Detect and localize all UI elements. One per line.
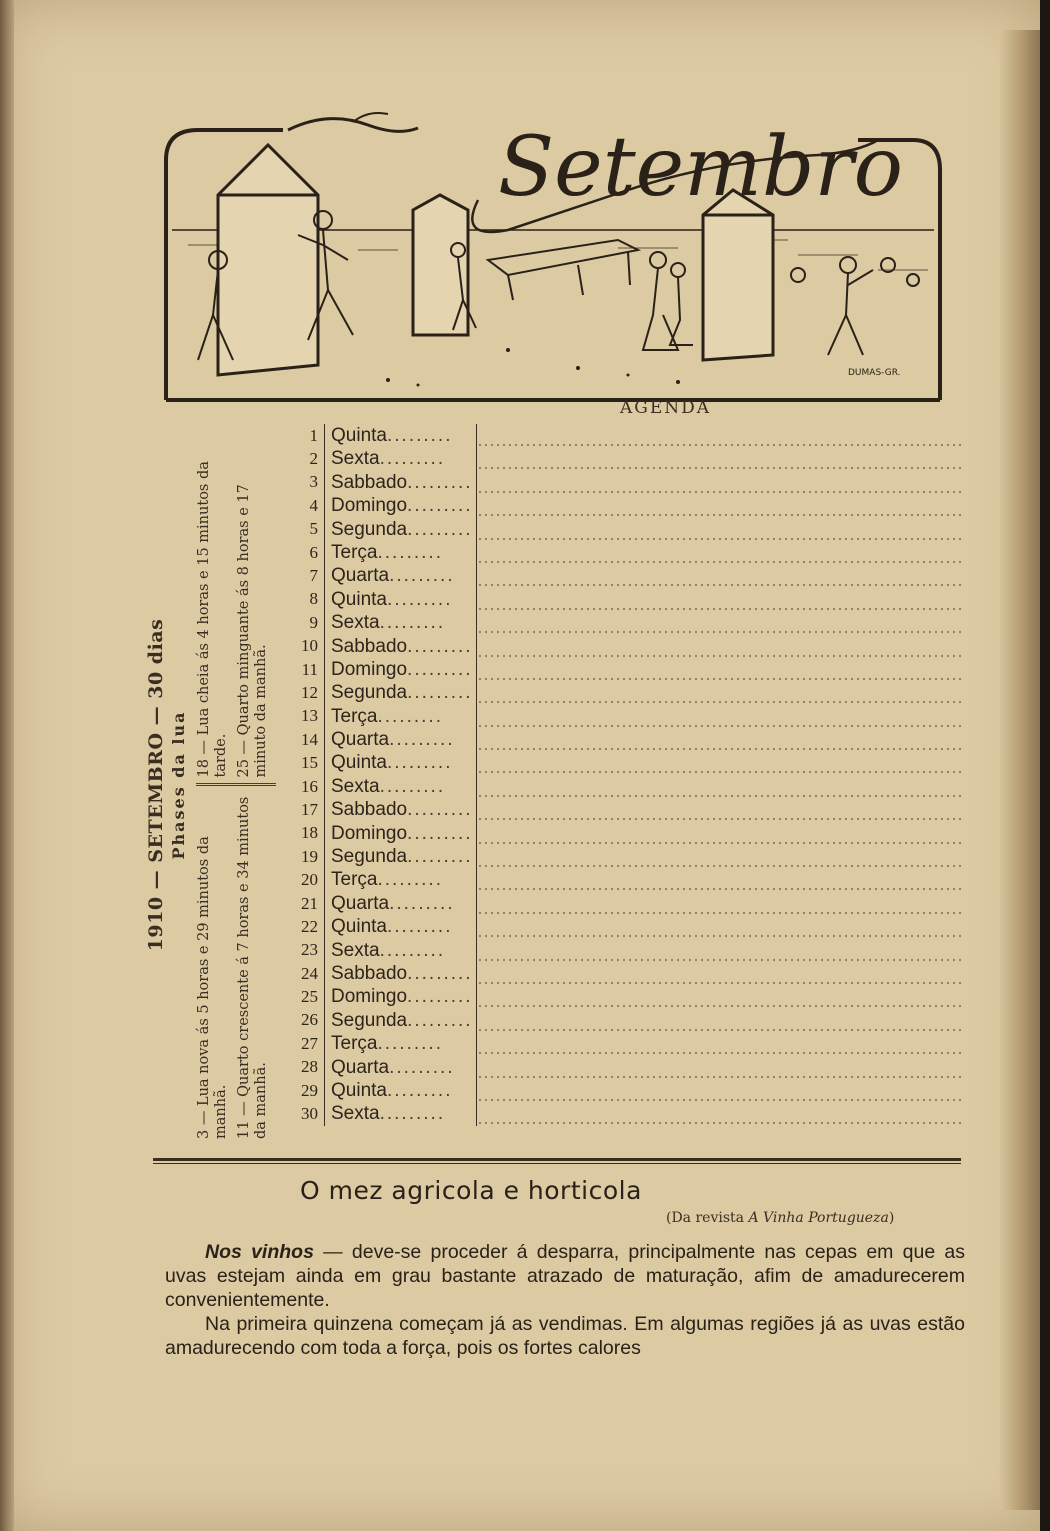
day-number: 8 (309, 589, 318, 609)
artist-signature: DUMAS-GR. (848, 368, 901, 378)
agenda-note-line[interactable] (476, 798, 965, 821)
agenda-note-line[interactable] (476, 1079, 965, 1102)
header-illustration (158, 100, 948, 405)
day-number: 6 (309, 542, 318, 562)
article-source (666, 1210, 894, 1226)
weekday-name: Segunda (331, 518, 408, 540)
leader-dots: ......... (386, 752, 453, 774)
calendar-row (285, 541, 965, 564)
calendar-row (285, 658, 965, 681)
weekday-cell (324, 611, 476, 634)
weekday-name: Sexta (331, 775, 380, 797)
weekday-cell (324, 845, 476, 868)
weekday-cell (324, 728, 476, 751)
calendar-row (285, 962, 965, 985)
agenda-note-line[interactable] (476, 939, 965, 962)
weekday-cell (324, 705, 476, 728)
weekday-name: Domingo (331, 495, 408, 517)
leader-dots: ......... (379, 448, 446, 470)
leader-dots: ......... (407, 1009, 473, 1031)
leader-dots: ......... (377, 541, 443, 563)
leader-dots: ......... (407, 846, 473, 868)
agenda-note-line[interactable] (476, 962, 965, 985)
leader-dots: ......... (379, 1103, 446, 1125)
day-number: 13 (301, 706, 318, 726)
agenda-note-line[interactable] (476, 564, 965, 587)
calendar-row (285, 1009, 965, 1032)
weekday-name: Quinta (331, 916, 387, 938)
calendar-table (285, 424, 965, 1126)
weekday-name: Sexta (331, 1103, 380, 1125)
agenda-note-line[interactable] (476, 845, 965, 868)
calendar-row (285, 728, 965, 751)
calendar-row (285, 447, 965, 470)
month-title: Setembro (498, 120, 903, 215)
weekday-name: Sabbado (331, 799, 408, 821)
day-number: 27 (301, 1033, 318, 1053)
day-number: 24 (301, 963, 318, 983)
weekday-name: Segunda (331, 682, 408, 704)
weekday-cell (324, 939, 476, 962)
weekday-cell (324, 985, 476, 1008)
weekday-name: Quinta (331, 752, 387, 774)
article-body (165, 1240, 965, 1360)
agenda-note-line[interactable] (476, 471, 965, 494)
agenda-note-line[interactable] (476, 494, 965, 517)
calendar-row (285, 939, 965, 962)
article-title: O mez agricola e horticola (300, 1176, 642, 1205)
moon-phases-panel (140, 420, 280, 1160)
day-number: 14 (301, 729, 318, 749)
weekday-name: Terça (331, 1033, 378, 1055)
weekday-cell (324, 822, 476, 845)
leader-dots: ......... (377, 705, 443, 727)
phase-entry: 25 — Quarto minguante ás 8 horas e 17 minuto da manhã. (236, 484, 269, 778)
moon-phases (145, 425, 275, 1145)
agenda-note-line[interactable] (476, 1032, 965, 1055)
agenda-note-line[interactable] (476, 447, 965, 470)
agenda-note-line[interactable] (476, 518, 965, 541)
day-number: 28 (301, 1057, 318, 1077)
phase-entry: 11 — Quarto crescente á 7 horas e 34 minutos da manhã. (236, 796, 269, 1139)
weekday-name: Sabbado (331, 962, 408, 984)
leader-dots: ......... (407, 471, 473, 493)
article-lead: Nos vinhos (205, 1241, 314, 1263)
weekday-name: Sexta (331, 448, 380, 470)
calendar-row (285, 705, 965, 728)
day-number: 30 (301, 1104, 318, 1124)
calendar-row (285, 1056, 965, 1079)
weekday-name: Quinta (331, 1079, 387, 1101)
agenda-note-line[interactable] (476, 611, 965, 634)
agenda-note-line[interactable] (476, 751, 965, 774)
weekday-name: Quarta (331, 565, 390, 587)
phases-subtitle: Phases da lua (169, 710, 188, 860)
weekday-cell (324, 494, 476, 517)
article-paragraph: Na primeira quinzena começam já as vendimas. Em algumas regiões já as uvas estão amadurecendo com toda a força, pois os fortes calores (165, 1313, 965, 1359)
agenda-note-line[interactable] (476, 588, 965, 611)
agenda-note-line[interactable] (476, 541, 965, 564)
agenda-note-line[interactable] (476, 658, 965, 681)
agenda-note-line[interactable] (476, 705, 965, 728)
calendar-heading: 1910 — SETEMBRO — 30 dias (145, 618, 167, 952)
weekday-name: Domingo (331, 822, 408, 844)
calendar-row (285, 611, 965, 634)
section-divider-thin (153, 1163, 961, 1164)
day-number: 22 (301, 916, 318, 936)
leader-dots: ......... (389, 892, 455, 914)
agenda-note-line[interactable] (476, 892, 965, 915)
weekday-cell (324, 588, 476, 611)
calendar-row (285, 845, 965, 868)
day-number: 11 (301, 659, 318, 679)
weekday-cell (324, 868, 476, 891)
weekday-name: Quinta (331, 425, 387, 446)
phases-column-right (196, 425, 276, 787)
leader-dots: ......... (377, 869, 443, 891)
calendar-row (285, 424, 965, 447)
agenda-label: AGENDA (620, 398, 712, 418)
calendar-row (285, 518, 965, 541)
day-number: 29 (301, 1080, 318, 1100)
weekday-cell (324, 892, 476, 915)
calendar-row (285, 915, 965, 938)
calendar-row (285, 822, 965, 845)
calendar-row (285, 751, 965, 774)
weekday-name: Sabbado (331, 635, 408, 657)
weekday-cell (324, 1009, 476, 1032)
weekday-name: Sabbado (331, 471, 408, 493)
day-number: 21 (301, 893, 318, 913)
leader-dots: ......... (379, 775, 446, 797)
phase-entry: 18 — Lua cheia ás 4 horas e 15 minutos da tarde. (196, 461, 229, 778)
weekday-cell (324, 681, 476, 704)
day-number: 7 (309, 566, 318, 586)
weekday-cell (324, 518, 476, 541)
weekday-name: Terça (331, 869, 378, 891)
calendar-row (285, 1079, 965, 1102)
day-number: 3 (309, 472, 318, 492)
weekday-cell (324, 1056, 476, 1079)
weekday-cell (324, 798, 476, 821)
calendar-row (285, 798, 965, 821)
day-number: 17 (301, 799, 318, 819)
leader-dots: ......... (386, 588, 453, 610)
agenda-note-line[interactable] (476, 822, 965, 845)
leader-dots: ......... (386, 916, 453, 938)
day-number: 25 (301, 987, 318, 1007)
section-divider (153, 1158, 961, 1161)
leader-dots: ......... (389, 1056, 455, 1078)
agenda-note-line[interactable] (476, 775, 965, 798)
day-number: 12 (301, 682, 318, 702)
weekday-cell (324, 471, 476, 494)
weekday-cell (324, 1032, 476, 1055)
weekday-cell (324, 424, 476, 447)
weekday-cell (324, 775, 476, 798)
day-number: 1 (309, 425, 318, 445)
phases-column-left (196, 787, 276, 1146)
article-paragraph (165, 1240, 965, 1312)
calendar-row (285, 494, 965, 517)
agenda-note-line[interactable] (476, 915, 965, 938)
article-text: — deve-se proceder á desparra, principalmente nas cepas em que as uvas estejam ainda em grau bastante atrazado de maturação, afim de amadurecerem convenientemente. (165, 1241, 965, 1311)
weekday-name: Quinta (331, 588, 387, 610)
calendar-row (285, 588, 965, 611)
page-edge (1000, 30, 1040, 1510)
day-number: 9 (309, 612, 318, 632)
weekday-name: Domingo (331, 986, 408, 1008)
calendar-row (285, 1102, 965, 1125)
weekday-name: Terça (331, 541, 378, 563)
agenda-note-line[interactable] (476, 681, 965, 704)
leader-dots: ......... (407, 962, 473, 984)
weekday-cell (324, 751, 476, 774)
leader-dots: ......... (407, 799, 473, 821)
weekday-cell (324, 447, 476, 470)
day-number: 2 (309, 449, 318, 469)
leader-dots: ......... (407, 518, 473, 540)
weekday-cell (324, 541, 476, 564)
calendar-row (285, 868, 965, 891)
agenda-note-line[interactable] (476, 868, 965, 891)
day-number: 16 (301, 776, 318, 796)
agenda-note-line[interactable] (476, 1102, 965, 1125)
leader-dots: ......... (407, 822, 473, 844)
leader-dots: ......... (389, 729, 455, 751)
weekday-name: Quarta (331, 1056, 390, 1078)
leader-dots: ......... (389, 565, 455, 587)
day-number: 4 (309, 495, 318, 515)
day-number: 15 (301, 753, 318, 773)
leader-dots: ......... (407, 635, 473, 657)
leader-dots: ......... (379, 939, 446, 961)
weekday-cell (324, 1079, 476, 1102)
phase-entry: 3 — Lua nova ás 5 horas e 29 minutos da manhã. (196, 836, 229, 1139)
weekday-name: Sexta (331, 939, 380, 961)
calendar-row (285, 635, 965, 658)
agenda-note-line[interactable] (476, 635, 965, 658)
weekday-cell (324, 915, 476, 938)
day-number: 23 (301, 940, 318, 960)
leader-dots: ......... (407, 986, 473, 1008)
day-number: 20 (301, 870, 318, 890)
weekday-name: Domingo (331, 658, 408, 680)
calendar-row (285, 892, 965, 915)
leader-dots: ......... (379, 612, 446, 634)
agenda-note-line[interactable] (476, 1056, 965, 1079)
leader-dots: ......... (386, 425, 453, 446)
day-number: 5 (309, 519, 318, 539)
day-number: 18 (301, 823, 318, 843)
agenda-note-line[interactable] (476, 728, 965, 751)
source-prefix: (Da revista (666, 1210, 749, 1226)
leader-dots: ......... (407, 495, 473, 517)
agenda-note-line[interactable] (476, 985, 965, 1008)
weekday-name: Segunda (331, 846, 408, 868)
calendar-row (285, 985, 965, 1008)
calendar-row (285, 1032, 965, 1055)
weekday-cell (324, 635, 476, 658)
leader-dots: ......... (386, 1079, 453, 1101)
weekday-cell (324, 564, 476, 587)
weekday-name: Segunda (331, 1009, 408, 1031)
source-name: A Vinha Portugueza (748, 1210, 889, 1226)
day-number: 19 (301, 846, 318, 866)
day-number: 26 (301, 1010, 318, 1030)
weekday-name: Terça (331, 705, 378, 727)
weekday-cell (324, 1102, 476, 1125)
book-spine (0, 0, 14, 1531)
weekday-name: Quarta (331, 892, 390, 914)
weekday-cell (324, 962, 476, 985)
leader-dots: ......... (407, 682, 473, 704)
source-suffix: ) (888, 1210, 895, 1226)
leader-dots: ......... (407, 658, 473, 680)
weekday-name: Sexta (331, 612, 380, 634)
calendar-row (285, 681, 965, 704)
leader-dots: ......... (377, 1033, 443, 1055)
agenda-note-line[interactable] (476, 424, 965, 447)
calendar-row (285, 564, 965, 587)
calendar-row (285, 775, 965, 798)
day-number: 10 (301, 636, 318, 656)
weekday-name: Quarta (331, 729, 390, 751)
calendar-row (285, 471, 965, 494)
weekday-cell (324, 658, 476, 681)
agenda-note-line[interactable] (476, 1009, 965, 1032)
